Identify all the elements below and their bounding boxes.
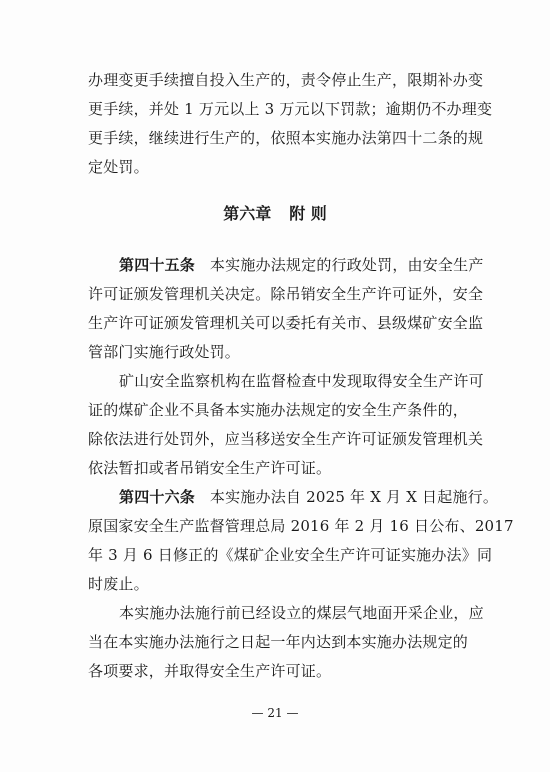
page-number: — 21 — xyxy=(251,706,299,720)
article-46 xyxy=(88,483,514,686)
text-line: 证的煤矿企业不具备本实施办法规定的安全生产条件的， xyxy=(88,401,469,419)
article-first-line xyxy=(88,483,499,512)
chapter-title: 附 则 xyxy=(289,204,327,223)
text-line: 当在本实施办法施行之日起一年内达到本实施办法规定的 xyxy=(88,633,469,651)
article-text: 本实施办法自 2025 年 X 月 X 日起施行。 xyxy=(209,488,499,506)
text-line: 本实施办法施行前已经设立的煤层气地面开采企业，应 xyxy=(119,604,484,622)
article-45 xyxy=(88,251,484,483)
text-line: 除依法进行处罚外，应当移送安全生产许可证颁发管理机关 xyxy=(88,430,484,448)
chapter-number: 第六章 xyxy=(223,204,272,223)
text-line: 办理变更手续擅自投入生产的，责令停止生产，限期补办变 xyxy=(88,71,484,89)
text-line: 年 3 月 6 日修正的《煤矿企业安全生产许可证实施办法》同 xyxy=(88,546,493,564)
intro-paragraph xyxy=(88,66,493,182)
text-line: 许可证颁发管理机关决定。除吊销安全生产许可证外，安全 xyxy=(88,285,484,303)
article-text: 本实施办法规定的行政处罚，由安全生产 xyxy=(209,256,484,274)
text-line: 定处罚。 xyxy=(88,158,149,176)
chapter-heading xyxy=(0,200,550,228)
text-line: 矿山安全监察机构在监督检查中发现取得安全生产许可 xyxy=(119,372,484,390)
text-line: 管部门实施行政处罚。 xyxy=(88,343,241,361)
text-line: 生产许可证颁发管理机关可以委托有关市、县级煤矿安全监 xyxy=(88,314,484,332)
article-label: 第四十六条 xyxy=(119,488,196,506)
text-line: 依法暂扣或者吊销安全生产许可证。 xyxy=(88,459,332,477)
article-label: 第四十五条 xyxy=(119,256,196,274)
text-line: 时废止。 xyxy=(88,575,149,593)
text-line: 更手续，并处 1 万元以上 3 万元以下罚款；逾期仍不办理变 xyxy=(88,100,493,118)
text-line: 各项要求，并取得安全生产许可证。 xyxy=(88,662,332,680)
text-line: 更手续，继续进行生产的，依照本实施办法第四十二条的规 xyxy=(88,129,484,147)
article-first-line xyxy=(88,251,484,280)
text-line: 原国家安全生产监督管理总局 2016 年 2 月 16 日公布、2017 xyxy=(88,517,514,535)
